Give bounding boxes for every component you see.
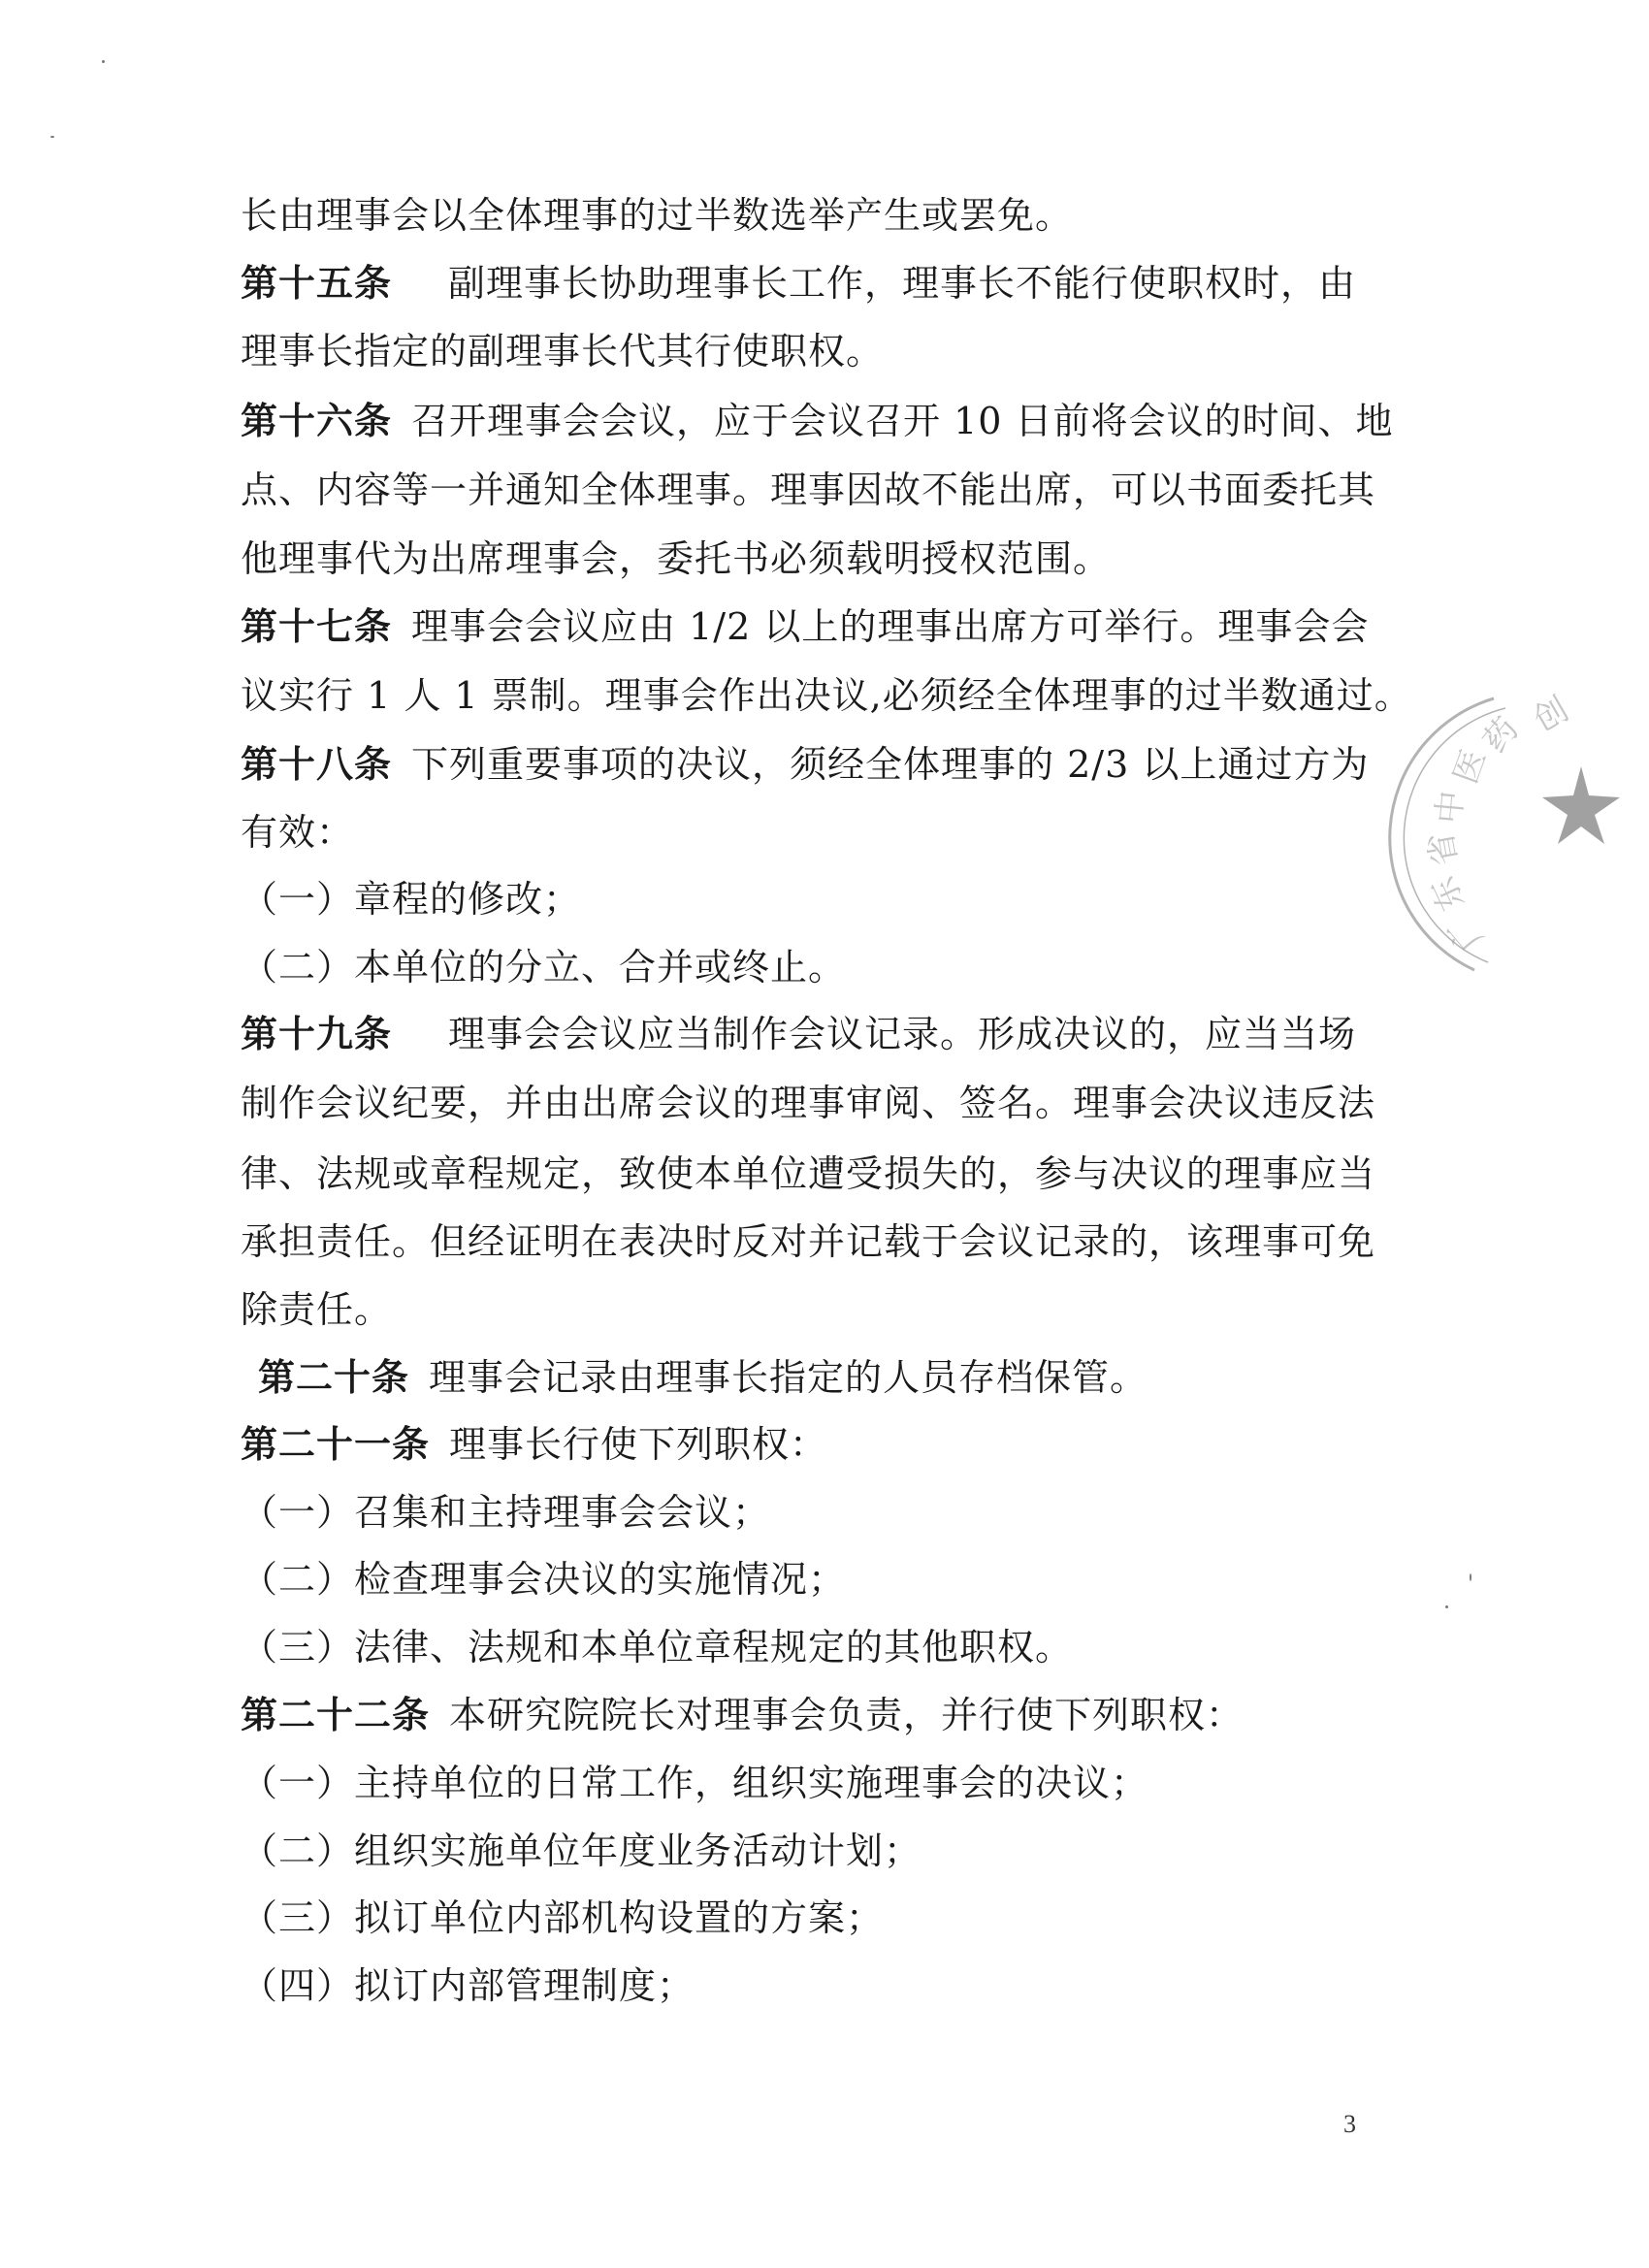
text-line-1: 长由理事会以全体理事的过半数选举产生或罢免。 <box>241 194 1074 237</box>
article-22-item-3: （三）拟订单位内部机构设置的方案； <box>241 1896 885 1939</box>
svg-text:省: 省 <box>1421 828 1466 869</box>
article-16-line-2: 点、内容等一并通知全体理事。理事因故不能出席，可以书面委托其 <box>241 469 1376 511</box>
article-19-line-3: 律、法规或章程规定，致使本单位遭受损失的，参与决议的理事应当 <box>241 1152 1376 1195</box>
article-19-line-4: 承担责任。但经证明在表决时反对并记载于会议记录的，该理事可免 <box>241 1220 1376 1263</box>
article-number: 第二十一条 <box>241 1422 431 1466</box>
scan-speck <box>1470 1573 1471 1581</box>
article-18-line-1: 第十八条 下列重要事项的决议，须经全体理事的 2/3 以上通过方为 <box>241 742 1370 786</box>
article-20-line-1: 第二十条 理事会记录由理事长指定的人员存档保管。 <box>258 1355 1148 1399</box>
svg-text:创: 创 <box>1527 690 1575 740</box>
svg-text:药: 药 <box>1475 710 1527 761</box>
article-17-line-2: 议实行 1 人 1 票制。理事会作出决议,必须经全体理事的过半数通过。 <box>241 674 1412 717</box>
article-22-item-2: （二）组织实施单位年度业务活动计划； <box>241 1830 922 1872</box>
article-number: 第十八条 <box>241 742 393 786</box>
article-21-item-3: （三）法律、法规和本单位章程规定的其他职权。 <box>241 1626 1074 1669</box>
article-22-item-4: （四）拟订内部管理制度； <box>241 1964 695 2007</box>
scan-speck <box>1445 1605 1448 1608</box>
svg-text:中: 中 <box>1430 789 1471 826</box>
article-number: 第二十条 <box>258 1355 410 1399</box>
article-number: 第十六条 <box>241 399 393 442</box>
article-number: 第十七条 <box>241 604 393 648</box>
article-19-line-2: 制作会议纪要，并由出席会议的理事审阅、签名。理事会决议违反法 <box>241 1082 1376 1124</box>
article-number: 第二十二条 <box>241 1693 431 1736</box>
article-18-line-2: 有效： <box>241 811 355 854</box>
article-21-item-1: （一）召集和主持理事会会议； <box>241 1491 771 1534</box>
article-19-line-5: 除责任。 <box>241 1288 393 1331</box>
article-15-line-2: 理事长指定的副理事长代其行使职权。 <box>241 330 885 373</box>
page-number: 3 <box>1343 2110 1356 2138</box>
scan-speck <box>50 136 54 138</box>
seal-stamp-partial <box>1421 679 1649 989</box>
article-18-item-1: （一）章程的修改； <box>241 878 582 921</box>
article-number: 第十五条 <box>241 261 393 305</box>
svg-text:医: 医 <box>1445 744 1495 790</box>
article-17-line-1: 第十七条 理事会会议应由 1/2 以上的理事出席方可举行。理事会会 <box>241 604 1370 648</box>
article-21-item-2: （二）检查理事会决议的实施情况； <box>241 1558 847 1601</box>
article-16-line-3: 他理事代为出席理事会，委托书必须载明授权范围。 <box>241 537 1112 580</box>
article-15-line-1: 第十五条 副理事长协助理事长工作，理事长不能行使职权时，由 <box>241 261 1357 305</box>
article-19-line-1: 第十九条 理事会会议应当制作会议记录。形成决议的，应当当场 <box>241 1012 1357 1055</box>
article-18-item-2: （二）本单位的分立、合并或终止。 <box>241 946 847 988</box>
svg-text:东: 东 <box>1423 870 1473 918</box>
article-number: 第十九条 <box>241 1012 393 1055</box>
article-22-item-1: （一）主持单位的日常工作，组织实施理事会的决议； <box>241 1762 1149 1804</box>
article-22-line-1: 第二十二条 本研究院院长对理事会负责，并行使下列职权： <box>241 1693 1245 1736</box>
svg-text:广: 广 <box>1439 908 1491 958</box>
article-16-line-1: 第十六条 召开理事会会议，应于会议召开 10 日前将会议的时间、地 <box>241 399 1394 442</box>
article-21-line-1: 第二十一条 理事长行使下列职权： <box>241 1422 828 1466</box>
scan-speck <box>102 60 105 63</box>
